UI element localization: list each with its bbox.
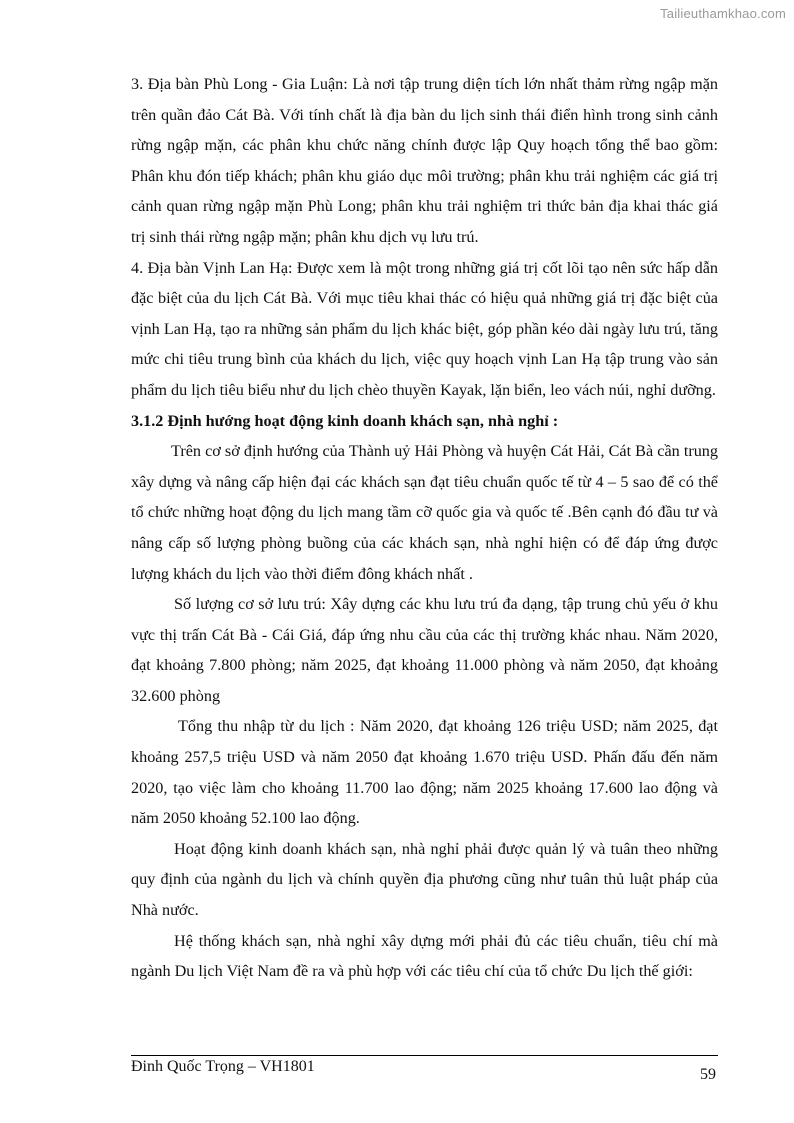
watermark-text: Tailieuthamkhao.com — [660, 6, 786, 21]
page-number: 59 — [700, 1066, 716, 1083]
footer-author: Đinh Quốc Trọng – VH1801 — [131, 1058, 315, 1075]
footer-divider — [131, 1055, 718, 1056]
section-heading: 3.1.2 Định hướng hoạt động kinh doanh khách sạn, nhà nghỉ : — [131, 411, 559, 430]
paragraph-accommodation-count: Số lượng cơ sở lưu trú: Xây dựng các khu lưu trú đa dạng, tập trung chủ yếu ở khu vực thị trấn Cát Bà - Cái Giá, đáp ứng nhu cầu của các thị trường khác nhau. Năm 2020, đạt khoảng 7.800 phòng; năm 2025, đạt khoảng 11.000 phòng và năm 2050, đạt khoảng 32.600 phòng — [131, 595, 718, 705]
paragraph-tourism-income: Tổng thu nhập từ du lịch : Năm 2020, đạt khoảng 126 triệu USD; năm 2025, đạt khoảng 257,5 triệu USD và năm 2050 đạt khoảng 1.670 triệu USD. Phấn đấu đến năm 2020, tạo việc làm cho khoảng 11.700 lao động; năm 2025 khoảng 17.600 lao động và năm 2050 khoảng 52.100 lao động. — [131, 717, 718, 828]
paragraph-management: Hoạt động kinh doanh khách sạn, nhà nghỉ phải được quản lý và tuân theo những quy định của ngành du lịch và chính quyền địa phương cũng như tuân thủ luật pháp của Nhà nước. — [131, 839, 718, 920]
page-body — [131, 69, 718, 987]
paragraph-phu-long: 3. Địa bàn Phù Long - Gia Luận: Là nơi tập trung diện tích lớn nhất thảm rừng ngập mặn trên quần đảo Cát Bà. Với tính chất là địa bàn du lịch sinh thái điển hình trong sinh cảnh rừng ngập mặn, các phân khu chức năng chính được lập Quy hoạch tổng thể bao gồm: Phân khu đón tiếp khách; phân khu giáo dục môi trường; phân khu trải nghiệm các giá trị cảnh quan rừng ngập mặn Phù Long; phân khu trải nghiệm tri thức bản địa khai thác giá trị sinh thái rừng ngập mặn; phân khu dịch vụ lưu trú. — [131, 75, 718, 246]
paragraph-lan-ha: 4. Địa bàn Vịnh Lan Hạ: Được xem là một trong những giá trị cốt lõi tạo nên sức hấp dẫn đặc biệt của du lịch Cát Bà. Với mục tiêu khai thác có hiệu quả những giá trị đặc biệt của vịnh Lan Hạ, tạo ra những sản phẩm du lịch khác biệt, góp phần kéo dài ngày lưu trú, tăng mức chi tiêu trung bình của khách du lịch, việc quy hoạch vịnh Lan Hạ tập trung vào sản phẩm du lịch tiêu biểu như du lịch chèo thuyền Kayak, lặn biển, leo vách núi, nghỉ dưỡng. — [131, 258, 718, 399]
paragraph-standards: Hệ thống khách sạn, nhà nghỉ xây dựng mới phải đủ các tiêu chuẩn, tiêu chí mà ngành Du lịch Việt Nam đề ra và phù hợp với các tiêu chí của tổ chức Du lịch thế giới: — [131, 931, 718, 981]
paragraph-orientation: Trên cơ sở định hướng của Thành uỷ Hải Phòng và huyện Cát Hải, Cát Bà cần trung xây dựng và nâng cấp hiện đại các khách sạn đạt tiêu chuẩn quốc tế từ 4 – 5 sao để có thể tổ chức những hoạt động du lịch mang tầm cỡ quốc gia và quốc tế .Bên cạnh đó đầu tư và nâng cấp số lượng phòng buồng của các khách sạn, nhà nghỉ hiện có để đáp ứng được lượng khách du lịch vào thời điểm đông khách nhất . — [131, 442, 718, 583]
